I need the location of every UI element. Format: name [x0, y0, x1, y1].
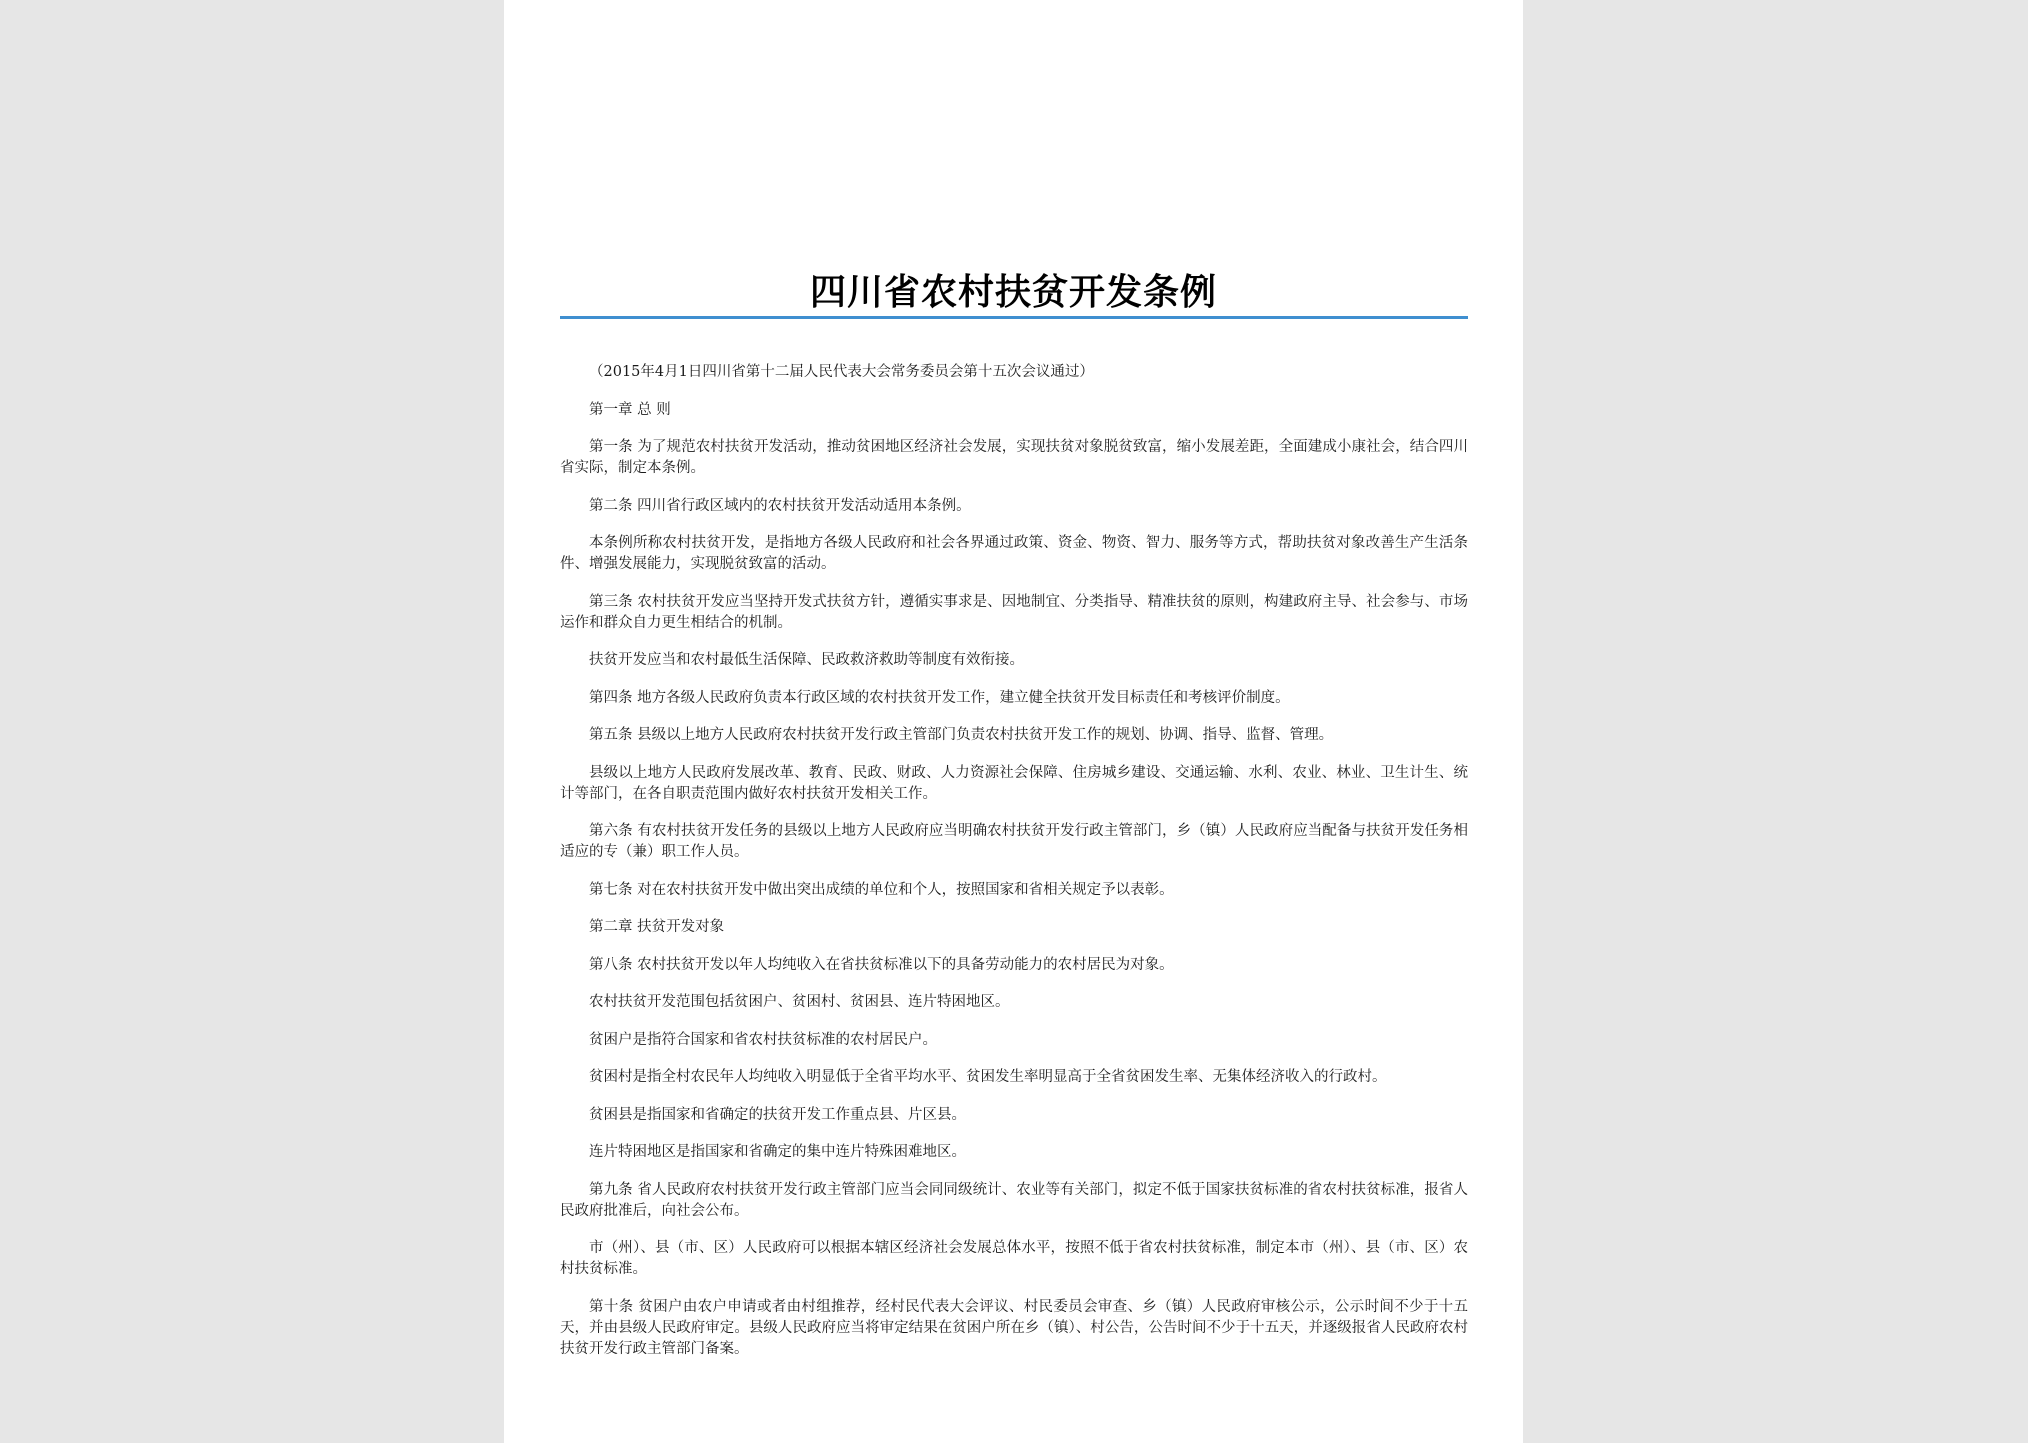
- paragraph-adoption-note: （2015年4月1日四川省第十二届人民代表大会常务委员会第十五次会议通过）: [589, 364, 1094, 380]
- paragraph-chapter-2-heading: 第二章 扶贫开发对象: [589, 919, 725, 935]
- paragraph-article-8: 第八条 农村扶贫开发以年人均纯收入在省扶贫标准以下的具备劳动能力的农村居民为对象。: [589, 956, 1174, 973]
- document-page: [504, 0, 1523, 1443]
- document-title: 四川省农村扶贫开发条例: [809, 271, 1217, 313]
- document-body: [560, 362, 1468, 1376]
- title-divider: [560, 316, 1468, 319]
- paragraph-article-9: 第九条 省人民政府农村扶贫开发行政主管部门应当会同同级统计、农业等有关部门，拟定不低于国家扶贫标准的省农村扶贫标准，报省人民政府批准后，向社会公布。: [560, 1181, 1468, 1219]
- paragraph-article-8-scope: 农村扶贫开发范围包括贫困户、贫困村、贫困县、连片特困地区。: [589, 994, 1010, 1010]
- paragraph-article-3-connection: 扶贫开发应当和农村最低生活保障、民政救济救助等制度有效衔接。: [589, 652, 1024, 668]
- paragraph-chapter-1-heading: 第一章 总 则: [589, 401, 671, 418]
- paragraph-article-6: 第六条 有农村扶贫开发任务的县级以上地方人民政府应当明确农村扶贫开发行政主管部门，乡（镇）人民政府应当配备与扶贫开发任务相适应的专（兼）职工作人员。: [560, 823, 1468, 860]
- paragraph-poor-county: 贫困县是指国家和省确定的扶贫开发工作重点县、片区县。: [589, 1106, 966, 1123]
- paragraph-article-2-definition: 本条例所称农村扶贫开发，是指地方各级人民政府和社会各界通过政策、资金、物资、智力、服务等方式，帮助扶贫对象改善生产生活条件、增强发展能力，实现脱贫致富的活动。: [560, 535, 1468, 572]
- paragraph-article-9-local-standard: 市（州）、县（市、区）人民政府可以根据本辖区经济社会发展总体水平，按照不低于省农村扶贫标准，制定本市（州）、县（市、区）农村扶贫标准。: [560, 1240, 1468, 1277]
- paragraph-article-4: 第四条 地方各级人民政府负责本行政区域的农村扶贫开发工作，建立健全扶贫开发目标责任和考核评价制度。: [589, 689, 1290, 706]
- paragraph-article-5-departments: 县级以上地方人民政府发展改革、教育、民政、财政、人力资源社会保障、住房城乡建设、交通运输、水利、农业、林业、卫生计生、统计等部门，在各自职责范围内做好农村扶贫开发相关工作。: [560, 764, 1468, 802]
- paragraph-contiguous-area: 连片特困地区是指国家和省确定的集中连片特殊困难地区。: [589, 1144, 966, 1160]
- paragraph-article-3: 第三条 农村扶贫开发应当坚持开发式扶贫方针，遵循实事求是、因地制宜、分类指导、精准扶贫的原则，构建政府主导、社会参与、市场运作和群众自力更生相结合的机制。: [560, 593, 1468, 631]
- paragraph-article-10: 第十条 贫困户由农户申请或者由村组推荐，经村民代表大会评议、村民委员会审查、乡（镇）人民政府审核公示，公示时间不少于十五天，并由县级人民政府审定。县级人民政府应当将审定结果在贫困户所在乡（镇）、村公告，公告时间不少于十五天，并逐级报省人民政府农村扶贫开发行政主管部门备案。: [560, 1298, 1468, 1357]
- paragraph-article-7: 第七条 对在农村扶贫开发中做出突出成绩的单位和个人，按照国家和省相关规定予以表彰。: [589, 881, 1174, 898]
- paragraph-poor-household: 贫困户是指符合国家和省农村扶贫标准的农村居民户。: [589, 1031, 937, 1048]
- paragraph-article-5: 第五条 县级以上地方人民政府农村扶贫开发行政主管部门负责农村扶贫开发工作的规划、协调、指导、监督、管理。: [589, 727, 1334, 743]
- paragraph-article-1: 第一条 为了规范农村扶贫开发活动，推动贫困地区经济社会发展，实现扶贫对象脱贫致富，缩小发展差距，全面建成小康社会，结合四川省实际，制定本条例。: [560, 439, 1468, 476]
- paragraph-poor-village: 贫困村是指全村农民年人均纯收入明显低于全省平均水平、贫困发生率明显高于全省贫困发生率、无集体经济收入的行政村。: [589, 1069, 1387, 1085]
- paragraph-article-2: 第二条 四川省行政区域内的农村扶贫开发活动适用本条例。: [589, 497, 971, 514]
